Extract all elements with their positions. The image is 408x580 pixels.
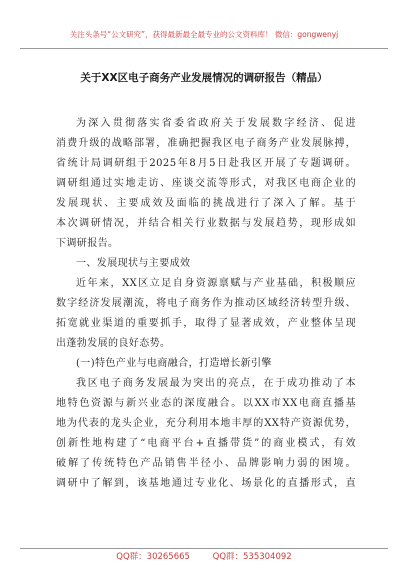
header-banner: 关注头条号“公文研究”，获得最新最全最专业的公文资料库！ 微信：gongwenyj (20, 28, 388, 49)
section-heading: 一、发展现状与主要成效 (76, 258, 191, 269)
body-line: 消费升级的战略部署，准确把握我区电子商务产业发展脉搏， (56, 138, 356, 149)
body-line: 数字经济发展潮流，将电子商务作为推动区域经济转型升级、 (56, 298, 356, 309)
body-line: 我区电子商务发展最为突出的亮点，在于成功推动了本 (76, 378, 356, 389)
body-line: 地特色资源与新兴业态的深度融合。以XX市XX电商直播基 (56, 398, 356, 409)
body-line: 拓宽就业渠道的重要抓手，取得了显著成效，产业整体呈现 (56, 318, 356, 329)
footer-banner (20, 548, 388, 565)
body-line: 发展现状、主要成效及面临的挑战进行了深入了解。基于 (56, 198, 356, 209)
body-line: 下调研报告。 (56, 238, 119, 249)
qq-group-label-2: QQ群：535304092 (212, 552, 292, 562)
document-title: 关于XX区电子商务产业发展情况的调研报告（精品） (80, 72, 328, 84)
body-line: 调研组通过实地走访、座谈交流等形式，对我区电商企业的 (56, 178, 356, 189)
body-line: 创新性地构建了“电商平台+直播带货”的商业模式，有效 (56, 438, 356, 449)
body-line: 为深入贯彻落实省委省政府关于发展数字经济、促进 (76, 118, 356, 129)
body-line: 近年来，XX区立足自身资源禀赋与产业基础，积极顺应 (76, 278, 356, 289)
body-line: 本次调研情况，并结合相关行业数据与发展趋势，现形成如 (56, 218, 356, 229)
body-line: 省统计局调研组于2025年8月5日赴我区开展了专题调研。 (56, 158, 356, 169)
body-line: 调研中了解到，该基地通过专业化、场景化的直播形式，直 (56, 478, 356, 489)
body-line: 出蓬勃发展的良好态势。 (56, 338, 171, 349)
body-line: 地为代表的龙头企业，充分利用本地丰厚的XX特产资源优势， (56, 418, 356, 429)
document-body (56, 114, 356, 494)
qq-group-label: QQ群：30265665 (116, 552, 190, 562)
body-line: 破解了传统特色产品销售半径小、品牌影响力弱的困境。 (56, 458, 356, 469)
subsection-heading: (一)特色产业与电商融合，打造增长新引擎 (76, 358, 272, 369)
